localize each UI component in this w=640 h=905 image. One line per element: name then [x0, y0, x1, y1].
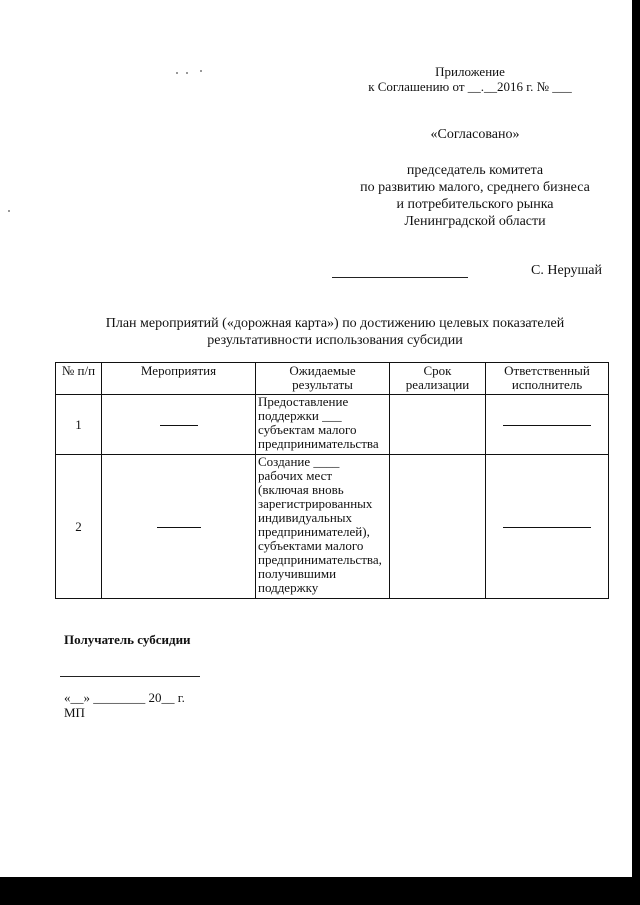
- scan-border-right: [632, 0, 640, 905]
- result-line: поддержку: [258, 580, 319, 595]
- table-row: [56, 395, 609, 455]
- column-header-deadline: Срок реализации: [390, 363, 486, 395]
- result-line: поддержки ___: [258, 408, 342, 423]
- result-line: рабочих мест: [258, 468, 333, 483]
- result-line: предпринимательства,: [258, 552, 382, 567]
- deadline-cell-blank: [390, 395, 486, 455]
- result-line: Создание ____: [258, 454, 340, 469]
- scan-speck: [176, 72, 178, 74]
- position-line: и потребительского рынка: [396, 197, 554, 212]
- column-header-responsible: Ответственный исполнитель: [486, 363, 609, 395]
- activity-cell-blank: [102, 455, 256, 599]
- document-title-line: План мероприятий («дорожная карта») по достижению целевых показателей: [105, 316, 565, 331]
- signatory-name: С. Нерушай: [531, 263, 602, 278]
- appendix-title: Приложение: [435, 64, 505, 79]
- column-header-activities: Мероприятия: [102, 363, 256, 395]
- table-header-row: [56, 363, 609, 395]
- activity-cell-blank: [102, 395, 256, 455]
- result-line: получившими: [258, 566, 337, 581]
- document-title: [40, 315, 630, 349]
- column-header-number: № п/п: [56, 363, 102, 395]
- position-line: председатель комитета: [406, 163, 544, 178]
- scan-speck: [8, 210, 10, 212]
- result-line: предпринимателей),: [258, 524, 370, 539]
- recipient-signature-line: [60, 676, 200, 677]
- result-line: субъектам малого: [258, 422, 357, 437]
- appendix-reference: к Соглашению от __.__2016 г. № ___: [368, 79, 572, 94]
- row-number: 1: [56, 395, 102, 455]
- column-header-expected-results: Ожидаемые результаты: [256, 363, 390, 395]
- approval-stamp: «Согласовано»: [430, 127, 520, 142]
- signatory-position: [330, 162, 620, 230]
- scan-speck: [200, 70, 202, 72]
- expected-result-cell: [256, 395, 390, 455]
- result-line: индивидуальных: [258, 510, 353, 525]
- table-row: [56, 455, 609, 599]
- seal-mark: МП: [64, 705, 85, 720]
- responsible-cell-blank: [486, 455, 609, 599]
- signature-line: [332, 277, 468, 278]
- expected-result-cell: [256, 455, 390, 599]
- document-title-line: результативности использования субсидии: [207, 333, 463, 348]
- result-line: предпринимательства: [258, 436, 379, 451]
- deadline-cell-blank: [390, 455, 486, 599]
- result-line: Предоставление: [258, 394, 349, 409]
- row-number: 2: [56, 455, 102, 599]
- position-line: Ленинградской области: [404, 214, 546, 229]
- scan-speck: [186, 72, 188, 74]
- position-line: по развитию малого, среднего бизнеса: [360, 180, 590, 195]
- result-line: субъектами малого: [258, 538, 364, 553]
- responsible-cell-blank: [486, 395, 609, 455]
- result-line: (включая вновь: [258, 482, 344, 497]
- plan-table: [55, 362, 609, 599]
- recipient-label: Получатель субсидии: [64, 632, 191, 647]
- date-line: «__» ________ 20__ г.: [64, 690, 185, 705]
- scan-border-bottom: [0, 877, 640, 905]
- result-line: зарегистрированных: [258, 496, 373, 511]
